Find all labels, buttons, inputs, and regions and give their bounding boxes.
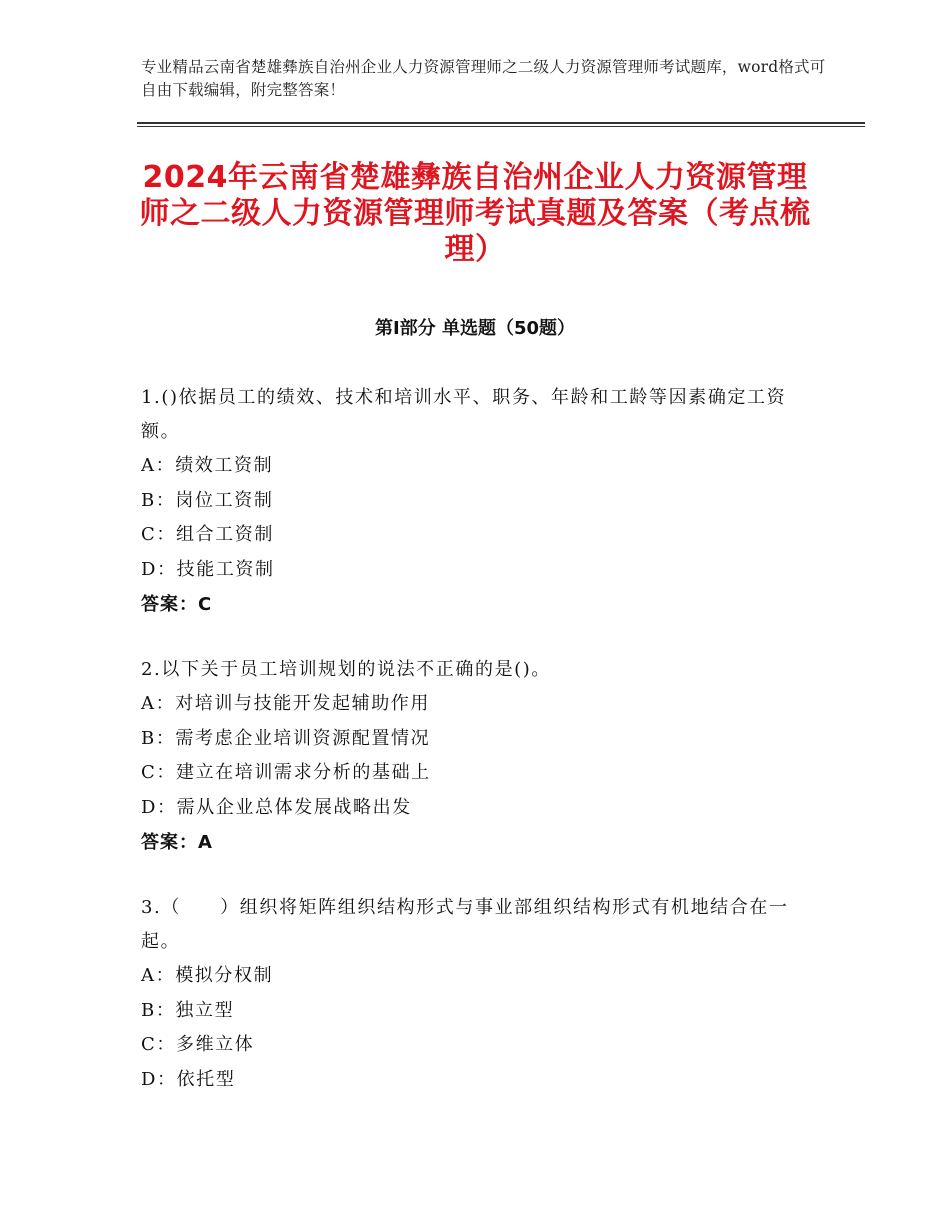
answer-line <box>141 825 811 861</box>
header-note: 专业精品云南省楚雄彝族自治州企业人力资源管理师之二级人力资源管理师考试题库，word格式可自由下载编辑，附完整答案！ <box>141 58 826 99</box>
option-b: B：独立型 <box>141 999 235 1021</box>
answer-label: 答案： <box>141 832 198 853</box>
answer-value: C <box>198 594 213 615</box>
question-stem: 1.()依据员工的绩效、技术和培训水平、职务、年龄和工龄等因素确定工资额。 <box>141 387 787 442</box>
option-c: C：组合工资制 <box>141 524 274 545</box>
question-list <box>141 381 811 1127</box>
answer-line <box>141 587 811 623</box>
answer-label: 答案： <box>141 594 198 615</box>
option-d: D：依托型 <box>141 1068 236 1090</box>
option-a: A：绩效工资制 <box>141 455 274 476</box>
option-c: C：建立在培训需求分析的基础上 <box>141 762 431 783</box>
option-a: A：对培训与技能开发起辅助作用 <box>141 693 430 714</box>
question-1 <box>141 381 811 623</box>
option-b: B：岗位工资制 <box>141 489 274 511</box>
question-2 <box>141 653 811 861</box>
question-stem: 2.以下关于员工培训规划的说法不正确的是()。 <box>141 659 552 680</box>
header-rule-thin <box>137 126 865 127</box>
question-3 <box>141 891 811 1097</box>
option-a: A：模拟分权制 <box>141 965 274 986</box>
option-d: D：技能工资制 <box>141 558 275 580</box>
document-title: 2024年云南省楚雄彝族自治州企业人力资源管理师之二级人力资源管理师考试真题及答案（考点梳理） <box>139 160 811 267</box>
header-rule-thick <box>137 122 865 124</box>
option-d: D：需从企业总体发展战略出发 <box>141 796 412 818</box>
section-title: 第Ⅰ部分 单选题（50题） <box>374 318 575 339</box>
option-c: C：多维立体 <box>141 1034 255 1055</box>
question-stem: 3.（ ）组织将矩阵组织结构形式与事业部组织结构形式有机地结合在一起。 <box>141 897 789 952</box>
answer-value: A <box>198 832 213 853</box>
option-b: B：需考虑企业培训资源配置情况 <box>141 727 431 749</box>
